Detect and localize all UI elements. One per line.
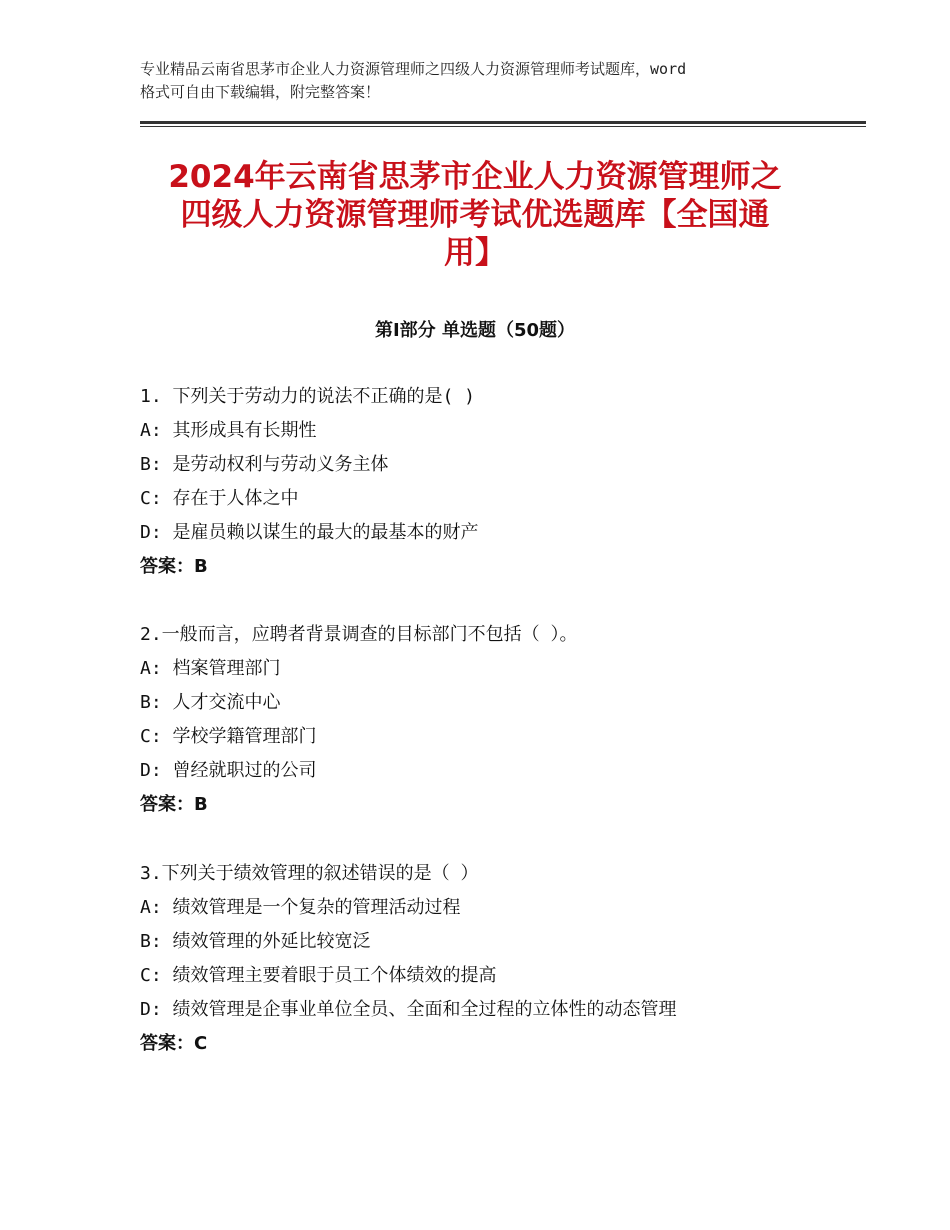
title-line: 四级人力资源管理师考试优选题库【全国通	[180, 197, 770, 233]
question-3	[140, 857, 860, 1061]
part-heading: 第Ⅰ部分 单选题（50题）	[374, 320, 575, 341]
answer-label: 答案：	[140, 556, 194, 577]
title-line: 2024年云南省思茅市企业人力资源管理师之	[168, 159, 782, 195]
answer-line	[140, 788, 860, 822]
answer-value: B	[194, 556, 208, 577]
option-a: A: 其形成具有长期性	[140, 420, 317, 441]
option-d: D: 是雇员赖以谋生的最大的最基本的财产	[140, 522, 479, 543]
option-c: C: 学校学籍管理部门	[140, 726, 317, 747]
option-c: C: 绩效管理主要着眼于员工个体绩效的提高	[140, 965, 497, 986]
option-c: C: 存在于人体之中	[140, 488, 299, 509]
answer-value: C	[194, 1033, 208, 1054]
header-divider	[140, 121, 866, 124]
option-a: A: 档案管理部门	[140, 658, 281, 679]
question-1	[140, 380, 860, 584]
header-note-line: 专业精品云南省思茅市企业人力资源管理师之四级人力资源管理师考试题库，word	[140, 60, 687, 78]
answer-label: 答案：	[140, 794, 194, 815]
option-d: D: 绩效管理是企事业单位全员、全面和全过程的立体性的动态管理	[140, 999, 677, 1020]
answer-line	[140, 1027, 860, 1061]
answer-label: 答案：	[140, 1033, 194, 1054]
header-divider-thin	[140, 126, 866, 127]
answer-line	[140, 550, 860, 584]
question-stem: 1. 下列关于劳动力的说法不正确的是( )	[140, 386, 476, 407]
option-b: B: 是劳动权利与劳动义务主体	[140, 454, 389, 475]
option-b: B: 绩效管理的外延比较宽泛	[140, 931, 371, 952]
document-title	[110, 158, 840, 272]
header-note	[140, 58, 820, 104]
option-d: D: 曾经就职过的公司	[140, 760, 317, 781]
header-note-line: 格式可自由下载编辑，附完整答案！	[140, 83, 381, 101]
question-stem: 3.下列关于绩效管理的叙述错误的是（ ）	[140, 863, 479, 884]
question-2	[140, 618, 860, 822]
title-line: 用】	[444, 235, 506, 271]
answer-value: B	[194, 794, 208, 815]
option-b: B: 人才交流中心	[140, 692, 281, 713]
option-a: A: 绩效管理是一个复杂的管理活动过程	[140, 897, 461, 918]
question-stem: 2.一般而言，应聘者背景调查的目标部门不包括（ ）。	[140, 624, 578, 645]
